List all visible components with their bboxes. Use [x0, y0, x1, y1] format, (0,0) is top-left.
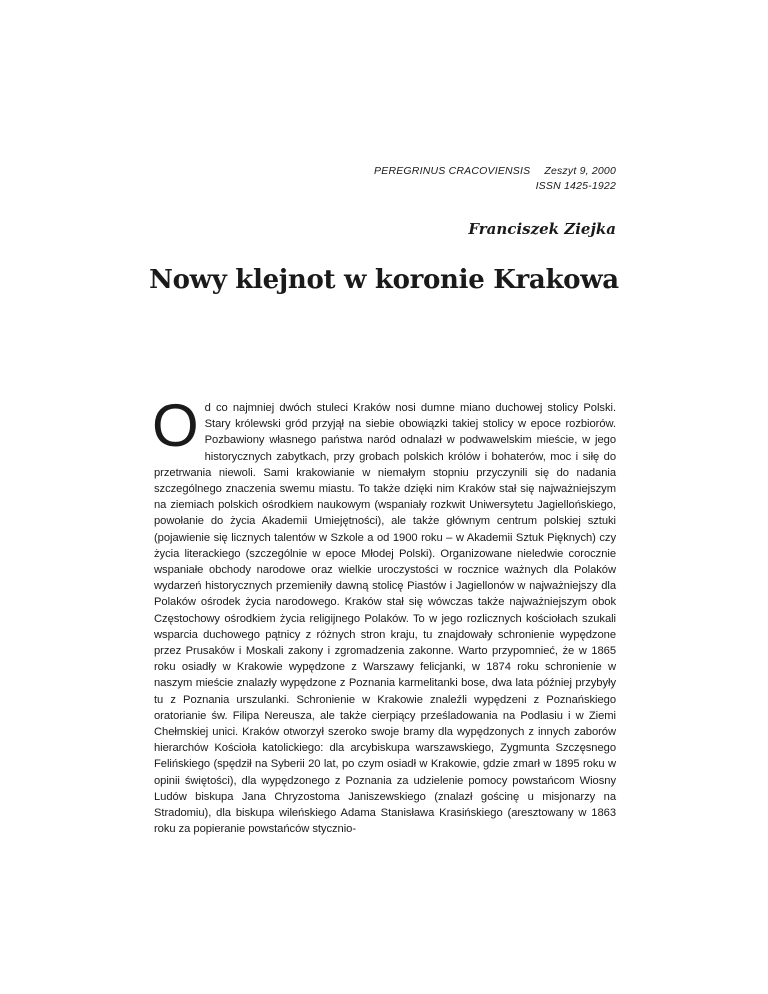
- journal-header-row-1: [340, 164, 616, 179]
- issue-number: Zeszyt 9, 2000: [544, 165, 616, 177]
- drop-cap: O: [152, 392, 199, 459]
- author-name: Franciszek Ziejka: [468, 220, 616, 238]
- journal-header: [340, 164, 616, 194]
- journal-name: PEREGRINUS CRACOVIENSIS: [374, 165, 531, 177]
- article-body: [152, 392, 616, 837]
- journal-header-row-2: [340, 179, 616, 194]
- issn-number: ISSN 1425-1922: [535, 180, 616, 192]
- body-paragraph: d co najmniej dwóch stuleci Kraków nosi dumne miano duchowej stolicy Polski. Stary królewski gród przyjął na siebie obowiązki takiej stolicy w epoce rozbiorów. Pozbawiony własnego państwa naród odnalazł w podwawelskim mieście, w jego historycznych zabytkach, przy grobach polskich królów i bohaterów, moc i siłę do przetrwania niewoli. Sami krakowianie w niemałym stopniu przyczynili się do nadania szczególnego znaczenia swemu miastu. To także dzięki nim Kraków stał się najważniejszym na ziemiach polskich ośrodkiem naukowym (wspaniały rozkwit Uniwersytetu Jagiellońskiego, powołanie do życia Akademii Umiejętności), ale także głównym centrum polskiej sztuki (pojawienie się licznych talentów w Szkole a od 1900 roku – w Akademii Sztuk Pięknych) czy życia literackiego (szczególnie w epoce Młodej Polski). Organizowane nieledwie corocznie wspaniałe obchody narodowe oraz wielkie uroczystości w rocznice ważnych dla Polaków wydarzeń historycznych przemieniły dawną stolicę Piastów i Jagiellonów w najważniejszy dla Polaków ośrodek życia narodowego. Kraków stał się wówczas także najważniejszym obok Częstochowy ośrodkiem życia religijnego Polaków. To w jego rozlicznych kościołach szukali wsparcia duchowego pątnicy z różnych stron kraju, tu znajdowały schronienie wypędzone przez Prusaków i Moskali zakony i zgromadzenia zakonne. Warto przypomnieć, że w 1865 roku osiadły w Krakowie wypędzone z Warszawy felicjanki, w 1874 roku schronienie w naszym mieście znalazły wypędzone z Poznania karmelitanki bose, dwa lata później przybyły tu z Poznania urszulanki. Schronienie w Krakowie znaleźli wypędzeni z Poznańskiego oratorianie św. Filipa Nereusza, ale także cierpiący prześladowania na Podlasiu i w Ziemi Chełmskiej unici. Kraków otworzył szeroko swoje bramy dla wypędzonych z innych zaborów hierarchów Kościoła katolickiego: dla arcybiskupa warszawskiego, Zygmunta Szczęsnego Felińskiego (spędził na Syberii 20 lat, po czym osiadł w Krakowie, gdzie zmarł w 1895 roku w opinii świętości), dla wypędzonego z Poznania za udzielenie pomocy powstańcom Wiosny Ludów biskupa Jana Chryzostoma Janiszewskiego (znalazł gościnę u misjonarzy na Stradomiu), dla biskupa wileńskiego Adama Stanisława Krasińskiego (aresztowany w 1863 roku za popieranie powstańców stycznio-: [154, 402, 616, 836]
- article-title: Nowy klejnot w koronie Krakowa: [149, 265, 619, 295]
